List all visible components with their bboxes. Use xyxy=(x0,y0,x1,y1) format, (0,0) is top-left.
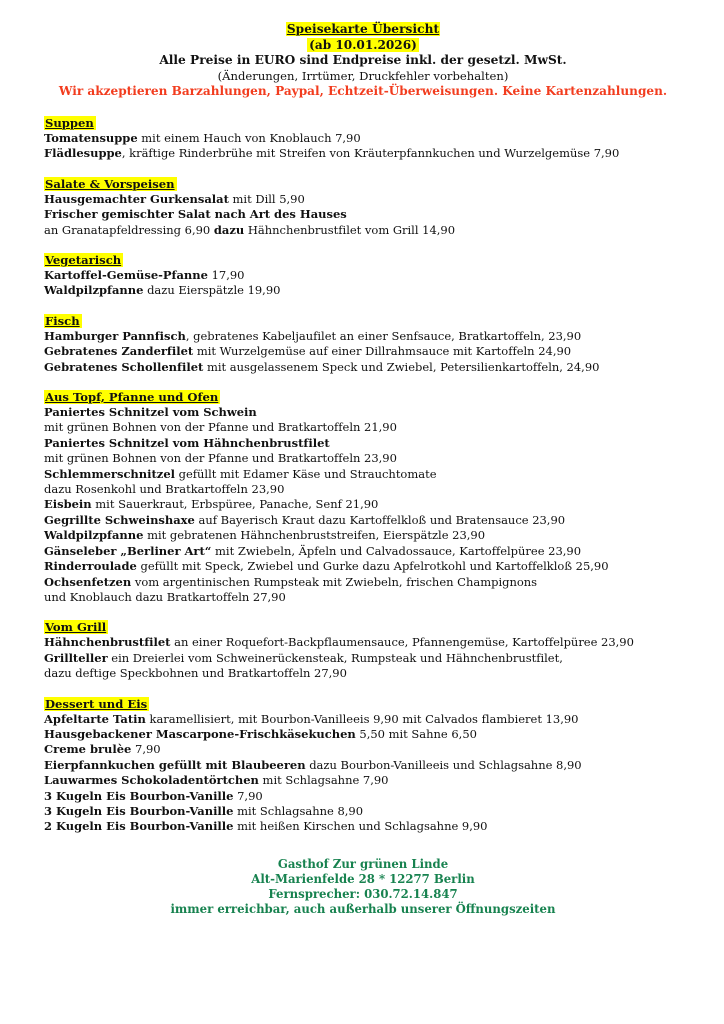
menu-item-name: Gänseleber „Berliner Art“ xyxy=(44,543,212,558)
menu-section xyxy=(44,173,682,238)
menu-item-name: Eierpfannkuchen gefüllt mit Blaubeeren xyxy=(44,757,306,772)
menu-item-description: 5,50 mit Sahne 6,50 xyxy=(355,726,477,741)
menu-item-description: mit grünen Bohnen von der Pfanne und Bratkartoffeln 21,90 xyxy=(44,420,397,435)
menu-sections xyxy=(44,112,682,835)
menu-item-name: 3 Kugeln Eis Bourbon-Vanille xyxy=(44,803,234,818)
menu-item-name: Gebratenes Zanderfilet xyxy=(44,344,194,359)
section-heading: Aus Topf, Pfanne und Ofen xyxy=(45,390,219,405)
section-heading: Fisch xyxy=(45,313,80,328)
menu-item-description: 7,90 xyxy=(233,788,263,803)
menu-item-line xyxy=(44,482,682,497)
menu-item-name: Lauwarmes Schokoladentörtchen xyxy=(44,773,259,788)
menu-item-description: dazu Rosenkohl und Bratkartoffeln 23,90 xyxy=(44,482,285,497)
menu-item-line xyxy=(44,268,682,283)
menu-item-name: Grillteller xyxy=(44,650,108,665)
menu-item-name: Tomatensuppe xyxy=(44,130,138,145)
menu-item-description: vom argentinischen Rumpsteak mit Zwiebeln, frischen Champignons xyxy=(131,574,538,589)
menu-item-name: Frischer gemischter Salat nach Art des Hauses xyxy=(44,207,347,222)
menu-item-description: karamellisiert, mit Bourbon-Vanilleeis 9,90 mit Calvados flambieret 13,90 xyxy=(145,711,579,726)
menu-item-description: an einer Roquefort-Backpflaumensauce, Pfannengemüse, Kartoffelpüree 23,90 xyxy=(170,635,634,650)
menu-item-description: mit Wurzelgemüse auf einer Dillrahmsauce mit Kartoffeln 24,90 xyxy=(193,344,572,359)
footer-line: Fernsprecher: 030.72.14.847 xyxy=(268,887,458,902)
section-heading: Vom Grill xyxy=(45,620,107,635)
menu-item-description: , kräftige Rinderbrühe mit Streifen von Kräuterpfannkuchen und Wurzelgemüse 7,90 xyxy=(121,146,620,161)
menu-item-line xyxy=(44,590,682,605)
price-note: Alle Preise in EURO sind Endpreise inkl. der gesetzl. MwSt. xyxy=(159,53,567,68)
menu-item-line xyxy=(44,283,682,298)
menu-item-description: auf Bayerisch Kraut dazu Kartoffelkloß und Bratensauce 23,90 xyxy=(194,512,566,527)
menu-item-line xyxy=(44,666,682,681)
menu-item-name: Apfeltarte Tatin xyxy=(44,711,146,726)
menu-item-line xyxy=(44,467,682,482)
menu-item-line xyxy=(44,789,682,804)
menu-item-name: Kartoffel-Gemüse-Pfanne xyxy=(44,268,208,282)
menu-item-description: mit Schlagsahne 8,90 xyxy=(233,803,364,818)
page-title: Speisekarte Übersicht xyxy=(286,22,440,36)
menu-section xyxy=(44,249,682,299)
menu-item-name: Waldpilzpfanne xyxy=(44,283,144,298)
menu-item-description: mit grünen Bohnen von der Pfanne und Bratkartoffeln 23,90 xyxy=(44,451,397,466)
menu-item-description: mit Dill 5,90 xyxy=(228,191,305,206)
menu-item-name: dazu xyxy=(213,222,245,237)
footer-line: immer erreichbar, auch außerhalb unserer Öffnungszeiten xyxy=(170,902,556,917)
section-heading: Suppen xyxy=(45,115,94,130)
menu-item-line xyxy=(44,405,682,420)
valid-from-date: (ab 10.01.2026) xyxy=(309,37,417,52)
menu-item-description: mit Zwiebeln, Äpfeln und Calvadossauce, Kartoffelpüree 23,90 xyxy=(211,543,582,558)
menu-item-line xyxy=(44,360,682,375)
menu-section xyxy=(44,112,682,162)
menu-item-description: dazu deftige Speckbohnen und Bratkartoffeln 27,90 xyxy=(44,666,347,681)
menu-item-line xyxy=(44,819,682,834)
menu-item-line xyxy=(44,635,682,650)
menu-item-description: gefüllt mit Speck, Zwiebel und Gurke dazu Apfelrotkohl und Kartoffelkloß 25,90 xyxy=(136,559,609,574)
menu-item-name: Hausgemachter Gurkensalat xyxy=(44,191,229,206)
menu-item-description: gefüllt mit Edamer Käse und Strauchtomate xyxy=(174,466,437,481)
menu-item-description: mit ausgelassenem Speck und Zwiebel, Petersilienkartoffeln, 24,90 xyxy=(203,359,600,374)
menu-date-line xyxy=(44,38,682,54)
menu-item-line xyxy=(44,727,682,742)
menu-item-line xyxy=(44,451,682,466)
menu-item-line xyxy=(44,773,682,788)
menu-item-description: 7,90 xyxy=(131,742,161,757)
menu-item-line xyxy=(44,497,682,512)
menu-title-line xyxy=(44,22,682,38)
menu-item-line xyxy=(44,146,682,161)
menu-header xyxy=(44,22,682,100)
payment-notice: Wir akzeptieren Barzahlungen, Paypal, Echtzeit-Überweisungen. Keine Kartenzahlungen. xyxy=(58,84,668,99)
menu-item-name: Rinderroulade xyxy=(44,559,137,574)
menu-item-name: Eisbein xyxy=(44,497,92,512)
section-heading: Salate & Vorspeisen xyxy=(45,176,175,191)
menu-item-name: Ochsenfetzen xyxy=(44,574,132,589)
menu-item-name: Schlemmerschnitzel xyxy=(44,466,175,481)
menu-item-description: an Granatapfeldressing 6,90 xyxy=(44,222,214,237)
menu-item-description: mit Schlagsahne 7,90 xyxy=(258,773,389,788)
menu-item-description: und Knoblauch dazu Bratkartoffeln 27,90 xyxy=(44,589,286,604)
menu-item-description: dazu Eierspätzle 19,90 xyxy=(143,283,281,298)
menu-item-line xyxy=(44,742,682,757)
menu-item-description: Hähnchenbrustfilet vom Grill 14,90 xyxy=(244,222,456,237)
menu-section xyxy=(44,386,682,605)
disclaimer-note: (Änderungen, Irrtümer, Druckfehler vorbehalten) xyxy=(217,68,509,83)
menu-item-line xyxy=(44,544,682,559)
menu-item-description: 17,90 xyxy=(207,268,245,282)
menu-item-name: Paniertes Schnitzel vom Schwein xyxy=(44,405,257,420)
menu-item-description: ein Dreierlei vom Schweinerückensteak, Rumpsteak und Hähnchenbrustfilet, xyxy=(107,650,563,665)
restaurant-footer xyxy=(44,857,682,918)
menu-item-name: Paniertes Schnitzel vom Hähnchenbrustfilet xyxy=(44,435,330,450)
menu-item-description: mit gebratenen Hähnchenbruststreifen, Eierspätzle 23,90 xyxy=(143,528,486,543)
menu-item-name: Gebratenes Schollenfilet xyxy=(44,359,204,374)
menu-item-line xyxy=(44,436,682,451)
menu-item-description: dazu Bourbon-Vanilleeis und Schlagsahne 8,90 xyxy=(305,757,582,772)
footer-line: Alt-Marienfelde 28 * 12277 Berlin xyxy=(251,871,475,886)
menu-item-description: mit heißen Kirschen und Schlagsahne 9,90 xyxy=(233,819,488,834)
menu-item-name: Hamburger Pannfisch xyxy=(44,328,186,343)
menu-item-line xyxy=(44,804,682,819)
menu-item-name: Creme brulèe xyxy=(44,742,132,757)
menu-item-name: Waldpilzpfanne xyxy=(44,528,144,543)
menu-item-line xyxy=(44,712,682,727)
menu-item-line xyxy=(44,223,682,238)
menu-item-line xyxy=(44,528,682,543)
menu-item-line xyxy=(44,344,682,359)
section-heading: Vegetarisch xyxy=(45,253,122,267)
menu-item-description: mit einem Hauch von Knoblauch 7,90 xyxy=(137,130,361,145)
menu-item-line xyxy=(44,420,682,435)
menu-item-line xyxy=(44,651,682,666)
section-heading: Dessert und Eis xyxy=(45,696,148,711)
menu-item-description: mit Sauerkraut, Erbspüree, Panache, Senf 21,90 xyxy=(91,497,379,512)
menu-item-name: Flädlesuppe xyxy=(44,146,122,161)
footer-line: Gasthof Zur grünen Linde xyxy=(277,856,449,871)
menu-item-line xyxy=(44,575,682,590)
menu-item-name: Hausgebackener Mascarpone-Frischkäsekuchen xyxy=(44,726,356,741)
menu-item-line xyxy=(44,513,682,528)
menu-item-line xyxy=(44,192,682,207)
menu-section xyxy=(44,693,682,835)
menu-item-name: Gegrillte Schweinshaxe xyxy=(44,512,195,527)
menu-item-description: , gebratenes Kabeljaufilet an einer Senfsauce, Bratkartoffeln, 23,90 xyxy=(185,328,582,343)
menu-item-name: Hähnchenbrustfilet xyxy=(44,635,171,650)
menu-section xyxy=(44,616,682,681)
menu-item-line xyxy=(44,131,682,146)
menu-item-line xyxy=(44,559,682,574)
menu-section xyxy=(44,310,682,375)
menu-item-name: 3 Kugeln Eis Bourbon-Vanille xyxy=(44,788,234,803)
menu-item-name: 2 Kugeln Eis Bourbon-Vanille xyxy=(44,819,234,834)
menu-item-line xyxy=(44,207,682,222)
menu-item-line xyxy=(44,758,682,773)
menu-item-line xyxy=(44,329,682,344)
